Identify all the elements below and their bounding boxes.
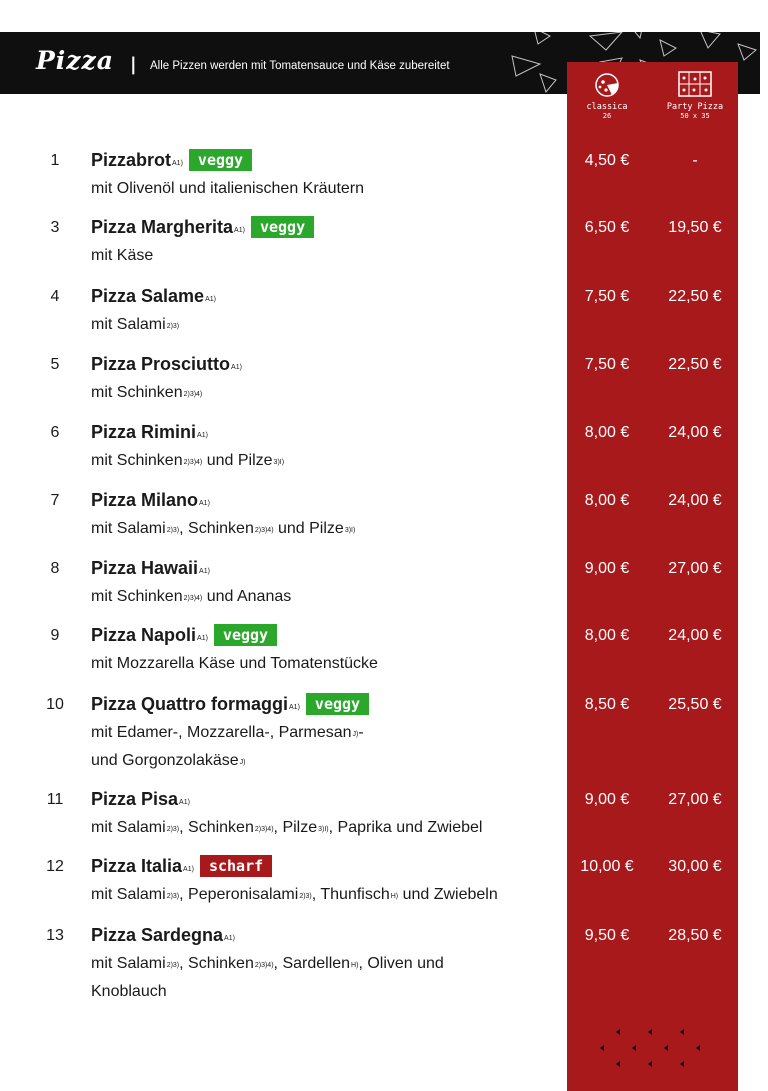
description-text: mit Schinken bbox=[91, 588, 183, 605]
veggy-badge: veggy bbox=[306, 693, 369, 715]
item-name-text: Pizza Rimini bbox=[91, 422, 197, 442]
item-name bbox=[91, 856, 272, 878]
price-party: 22,50 € bbox=[668, 356, 722, 373]
additive-code: 2)3) bbox=[166, 893, 180, 900]
item-description bbox=[91, 651, 561, 676]
price-party: 28,50 € bbox=[668, 927, 722, 944]
price-classica: 9,00 € bbox=[584, 560, 630, 577]
price-classica: 8,50 € bbox=[584, 696, 630, 713]
price-classica: 7,50 € bbox=[584, 356, 630, 373]
additive-code: 2)3) bbox=[166, 323, 180, 330]
item-name-text: Pizza Pisa bbox=[91, 789, 179, 809]
allergen-code: A1) bbox=[231, 364, 242, 371]
allergen-code: A1) bbox=[234, 227, 245, 234]
item-number: 5 bbox=[50, 356, 60, 373]
veggy-badge: veggy bbox=[214, 624, 277, 646]
description-text: mit Salami bbox=[91, 955, 166, 972]
pizza-slice-icon bbox=[592, 70, 622, 100]
item-description bbox=[91, 951, 561, 1004]
price-party: 24,00 € bbox=[668, 492, 722, 509]
description-text: mit Schinken bbox=[91, 452, 183, 469]
price-party: 27,00 € bbox=[668, 791, 722, 808]
item-number: 1 bbox=[50, 152, 60, 169]
price-party: - bbox=[692, 152, 698, 169]
additive-code: 2)3) bbox=[299, 893, 312, 900]
header-separator: | bbox=[130, 54, 137, 75]
additive-code: 3)I) bbox=[344, 527, 356, 534]
allergen-code: A1) bbox=[224, 935, 235, 942]
item-name-text: Pizza Napoli bbox=[91, 625, 197, 645]
item-description bbox=[91, 516, 561, 544]
price-classica: 10,00 € bbox=[580, 858, 634, 875]
additive-code: J) bbox=[352, 731, 359, 738]
additive-code: 2)3)4) bbox=[183, 391, 203, 398]
allergen-code: A1) bbox=[205, 296, 216, 303]
price-classica: 7,50 € bbox=[584, 288, 630, 305]
description-text: , Sardellen bbox=[273, 955, 351, 972]
description-text: und Pilze bbox=[273, 520, 344, 537]
item-name-text: Pizza Salame bbox=[91, 286, 205, 306]
additive-code: 3)I) bbox=[318, 826, 329, 833]
item-number: 6 bbox=[50, 424, 60, 441]
description-text: , Thunfisch bbox=[311, 886, 390, 903]
item-name bbox=[91, 789, 190, 810]
description-text: mit Olivenöl und italienischen Kräutern bbox=[91, 180, 365, 197]
price-classica: 6,50 € bbox=[584, 219, 630, 236]
description-text: mit Edamer-, Mozzarella-, Parmesan bbox=[91, 724, 352, 741]
item-name bbox=[91, 694, 369, 716]
price-party: 27,00 € bbox=[668, 560, 722, 577]
item-number: 11 bbox=[46, 791, 64, 808]
additive-code: 2)3)4) bbox=[254, 826, 274, 833]
price-party: 19,50 € bbox=[668, 219, 722, 236]
description-text: mit Salami bbox=[91, 819, 166, 836]
description-text: und Gorgonzolakäse bbox=[91, 752, 239, 769]
description-text: und Ananas bbox=[202, 588, 292, 605]
item-number: 12 bbox=[46, 858, 64, 875]
price-party: 25,50 € bbox=[668, 696, 722, 713]
item-name-text: Pizza Milano bbox=[91, 490, 199, 510]
allergen-code: A1) bbox=[197, 432, 208, 439]
item-name bbox=[91, 422, 208, 443]
price-classica: 9,00 € bbox=[584, 791, 630, 808]
additive-code: H) bbox=[351, 962, 359, 969]
additive-code: 3)I) bbox=[273, 459, 285, 466]
allergen-code: A1) bbox=[183, 866, 194, 873]
item-description bbox=[91, 815, 561, 843]
item-description bbox=[91, 243, 561, 268]
item-description bbox=[91, 312, 561, 340]
item-name bbox=[91, 354, 242, 375]
item-name bbox=[91, 558, 210, 579]
price-classica: 4,50 € bbox=[584, 152, 630, 169]
item-description bbox=[91, 448, 561, 476]
additive-code: 2)3)4) bbox=[183, 595, 203, 602]
item-name-text: Pizza Italia bbox=[91, 856, 183, 876]
column-header-party: Party Pizza 50 x 35 bbox=[655, 70, 735, 120]
item-name-text: Pizza Hawaii bbox=[91, 558, 199, 578]
scharf-badge: scharf bbox=[200, 855, 272, 877]
price-classica: 8,00 € bbox=[584, 627, 630, 644]
description-text: , Schinken bbox=[179, 520, 254, 537]
price-party: 30,00 € bbox=[668, 858, 722, 875]
item-number: 13 bbox=[46, 927, 64, 944]
additive-code: 2)3) bbox=[166, 962, 180, 969]
veggy-badge: veggy bbox=[251, 216, 314, 238]
item-name bbox=[91, 490, 210, 511]
item-description bbox=[91, 720, 561, 776]
page-title: Pizza bbox=[36, 46, 114, 75]
description-text: , Peperonisalami bbox=[179, 886, 299, 903]
item-description bbox=[91, 380, 561, 408]
item-name bbox=[91, 217, 314, 239]
additive-code: J) bbox=[239, 759, 246, 766]
allergen-code: A1) bbox=[179, 799, 190, 806]
item-number: 10 bbox=[46, 696, 64, 713]
description-text: Knoblauch bbox=[91, 983, 167, 1000]
party-pizza-icon bbox=[677, 70, 713, 100]
additive-code: 2)3) bbox=[166, 826, 180, 833]
item-description bbox=[91, 176, 561, 201]
description-text: , Oliven und bbox=[358, 955, 444, 972]
allergen-code: A1) bbox=[197, 635, 208, 642]
description-text: , Paprika und Zwiebel bbox=[328, 819, 483, 836]
description-text: mit Schinken bbox=[91, 384, 183, 401]
item-name bbox=[91, 625, 277, 647]
additive-code: 2)3)4) bbox=[254, 962, 274, 969]
item-description bbox=[91, 584, 561, 612]
veggy-badge: veggy bbox=[189, 149, 252, 171]
allergen-code: A1) bbox=[289, 704, 300, 711]
additive-code: 2)3)4) bbox=[254, 527, 274, 534]
arrow-decoration bbox=[596, 1025, 706, 1075]
item-name-text: Pizza Sardegna bbox=[91, 925, 224, 945]
description-text: , Schinken bbox=[179, 819, 254, 836]
description-text: , Pilze bbox=[273, 819, 318, 836]
description-text: mit Salami bbox=[91, 886, 166, 903]
item-number: 7 bbox=[50, 492, 60, 509]
allergen-code: A1) bbox=[199, 568, 210, 575]
item-name-text: Pizzabrot bbox=[91, 150, 172, 170]
header-subtitle: Alle Pizzen werden mit Tomatensauce und Käse zubereitet bbox=[150, 60, 450, 72]
price-party: 22,50 € bbox=[668, 288, 722, 305]
item-name bbox=[91, 286, 216, 307]
description-text: , Schinken bbox=[179, 955, 254, 972]
description-text: mit Salami bbox=[91, 316, 166, 333]
item-name-text: Pizza Margherita bbox=[91, 217, 234, 237]
item-description bbox=[91, 882, 561, 910]
item-number: 4 bbox=[50, 288, 60, 305]
description-text: - bbox=[358, 724, 364, 741]
price-classica: 8,00 € bbox=[584, 424, 630, 441]
item-number: 9 bbox=[50, 627, 60, 644]
allergen-code: A1) bbox=[199, 500, 210, 507]
item-name bbox=[91, 150, 252, 172]
description-text: mit Mozzarella Käse und Tomatenstücke bbox=[91, 655, 378, 672]
description-text: mit Salami bbox=[91, 520, 166, 537]
column-header-classica: classica 26 bbox=[567, 70, 647, 120]
price-classica: 8,00 € bbox=[584, 492, 630, 509]
price-party: 24,00 € bbox=[668, 627, 722, 644]
item-number: 3 bbox=[50, 219, 60, 236]
additive-code: 2)3) bbox=[166, 527, 180, 534]
item-number: 8 bbox=[50, 560, 60, 577]
description-text: und Zwiebeln bbox=[398, 886, 498, 903]
additive-code: 2)3)4) bbox=[183, 459, 203, 466]
allergen-code: A1) bbox=[172, 160, 183, 167]
additive-code: H) bbox=[390, 893, 399, 900]
item-name-text: Pizza Prosciutto bbox=[91, 354, 231, 374]
description-text: und Pilze bbox=[202, 452, 273, 469]
price-classica: 9,50 € bbox=[584, 927, 630, 944]
price-party: 24,00 € bbox=[668, 424, 722, 441]
item-name-text: Pizza Quattro formaggi bbox=[91, 694, 289, 714]
description-text: mit Käse bbox=[91, 247, 154, 264]
item-name bbox=[91, 925, 235, 946]
